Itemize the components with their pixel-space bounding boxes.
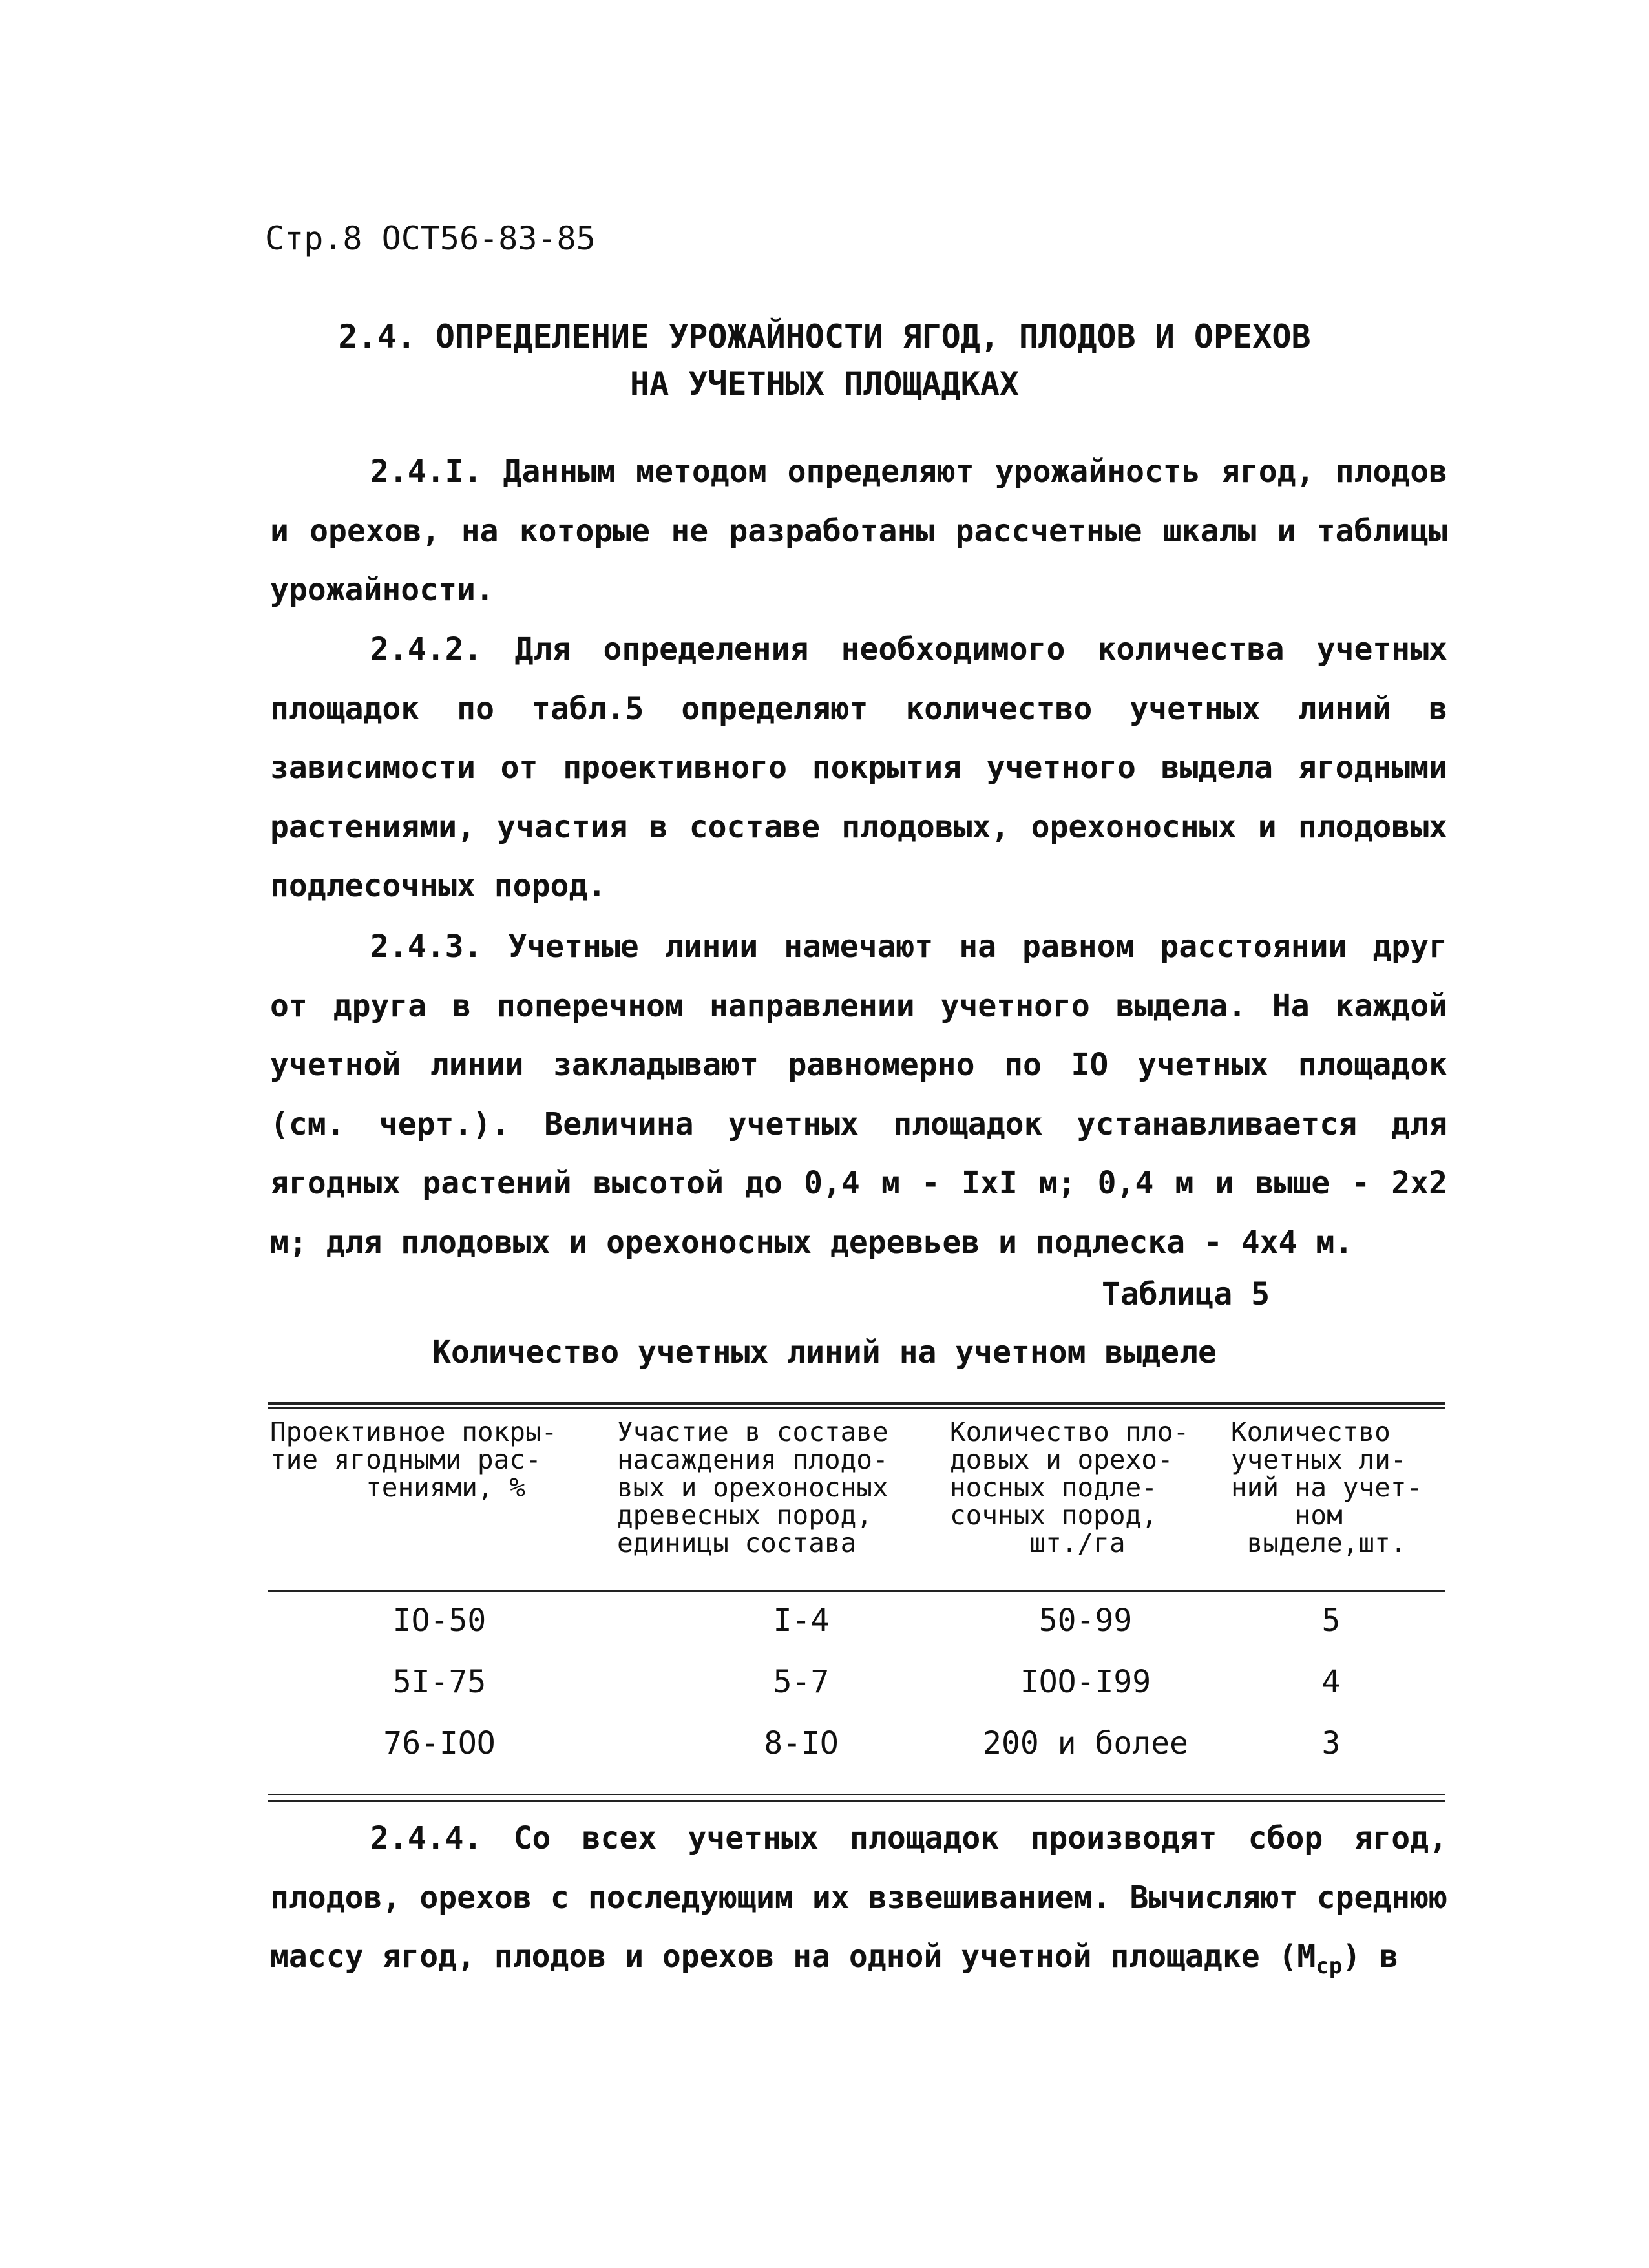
table-header-cell: Количество пло- довых и орехо- носных подле- сочных пород, шт./га xyxy=(950,1416,1190,1559)
table-cell: 3 xyxy=(1321,1725,1341,1761)
table-cell: IOO-I99 xyxy=(1020,1664,1151,1700)
table-header-rule xyxy=(268,1590,1445,1592)
table-bottom-rule-inner xyxy=(268,1794,1445,1795)
table-cell: 5 xyxy=(1321,1602,1341,1639)
table-caption: Количество учетных линий на учетном выделе xyxy=(432,1334,1217,1370)
section-title: 2.4. ОПРЕДЕЛЕНИЕ УРОЖАЙНОСТИ ЯГОД, ПЛОДОВ И ОРЕХОВ xyxy=(338,318,1311,355)
table-cell: IO-50 xyxy=(392,1602,487,1639)
section-title-continued: НА УЧЕТНЫХ ПЛОЩАДКАХ xyxy=(629,365,1020,403)
table-header-cell: Количество учетных ли- ний на учет- ном выделе,шт. xyxy=(1231,1416,1423,1559)
table-bottom-rule xyxy=(268,1800,1445,1802)
paragraph-2-4-4: 2.4.4. Со всех учетных площадок производят сбор ягод, плодов, орехов с последующим их взвешиванием. Вычисляют среднюю массу ягод, плодов и орехов на одной учетной площадке $(M_{ср})$ в xyxy=(270,1820,1447,1979)
subscript-sr: ср xyxy=(1316,1953,1343,1979)
paragraph-2-4-2: 2.4.2. Для определения необходимого количества учетных площадок по табл.5 определяют количество учетных линий в зависимости от проективного покрытия учетного выдела ягодными растениями, участия в составе плодовых, орехоносных и плодовых подлесочных пород. xyxy=(270,631,1447,904)
paragraph-2-4-1: 2.4.I. Данным методом определяют урожайность ягод, плодов и орехов, на которые не разработаны рассчетные шкалы и таблицы урожайности. xyxy=(270,454,1447,608)
table-cell: I-4 xyxy=(773,1602,830,1639)
table-cell: 4 xyxy=(1321,1664,1341,1700)
table-cell: 50-99 xyxy=(1038,1602,1133,1639)
table-number: Таблица 5 xyxy=(1102,1276,1270,1312)
table-cell: 5-7 xyxy=(773,1664,830,1700)
table-cell: 76-IOO xyxy=(383,1725,496,1761)
table-top-rule xyxy=(268,1402,1445,1405)
table-header-cell: Участие в составе насаждения плодо- вых и орехоносных древесных пород, единицы состава xyxy=(617,1416,888,1559)
table-cell: 5I-75 xyxy=(392,1664,487,1700)
table-cell: 200 и более xyxy=(983,1725,1188,1761)
page-header: Стр.8 ОСТ56-83-85 xyxy=(265,220,596,257)
table-top-rule-inner xyxy=(268,1407,1445,1409)
table-header-cell: Проективное покры- тие ягодными рас- тениями, % xyxy=(270,1416,558,1503)
table-cell: 8-IO xyxy=(764,1725,839,1761)
paragraph-2-4-3: 2.4.3. Учетные линии намечают на равном расстоянии друг от друга в поперечном направлении учетного выдела. На каждой учетной линии закладывают равномерно по IO учетных площадок (см. черт.). Величина учетных площадок устанавливается для ягодных растений высотой до 0,4 м - IxI м; 0,4 м и выше - 2x2 м; для плодовых и орехоносных деревьев и подлеска - 4x4 м. xyxy=(270,929,1447,1261)
